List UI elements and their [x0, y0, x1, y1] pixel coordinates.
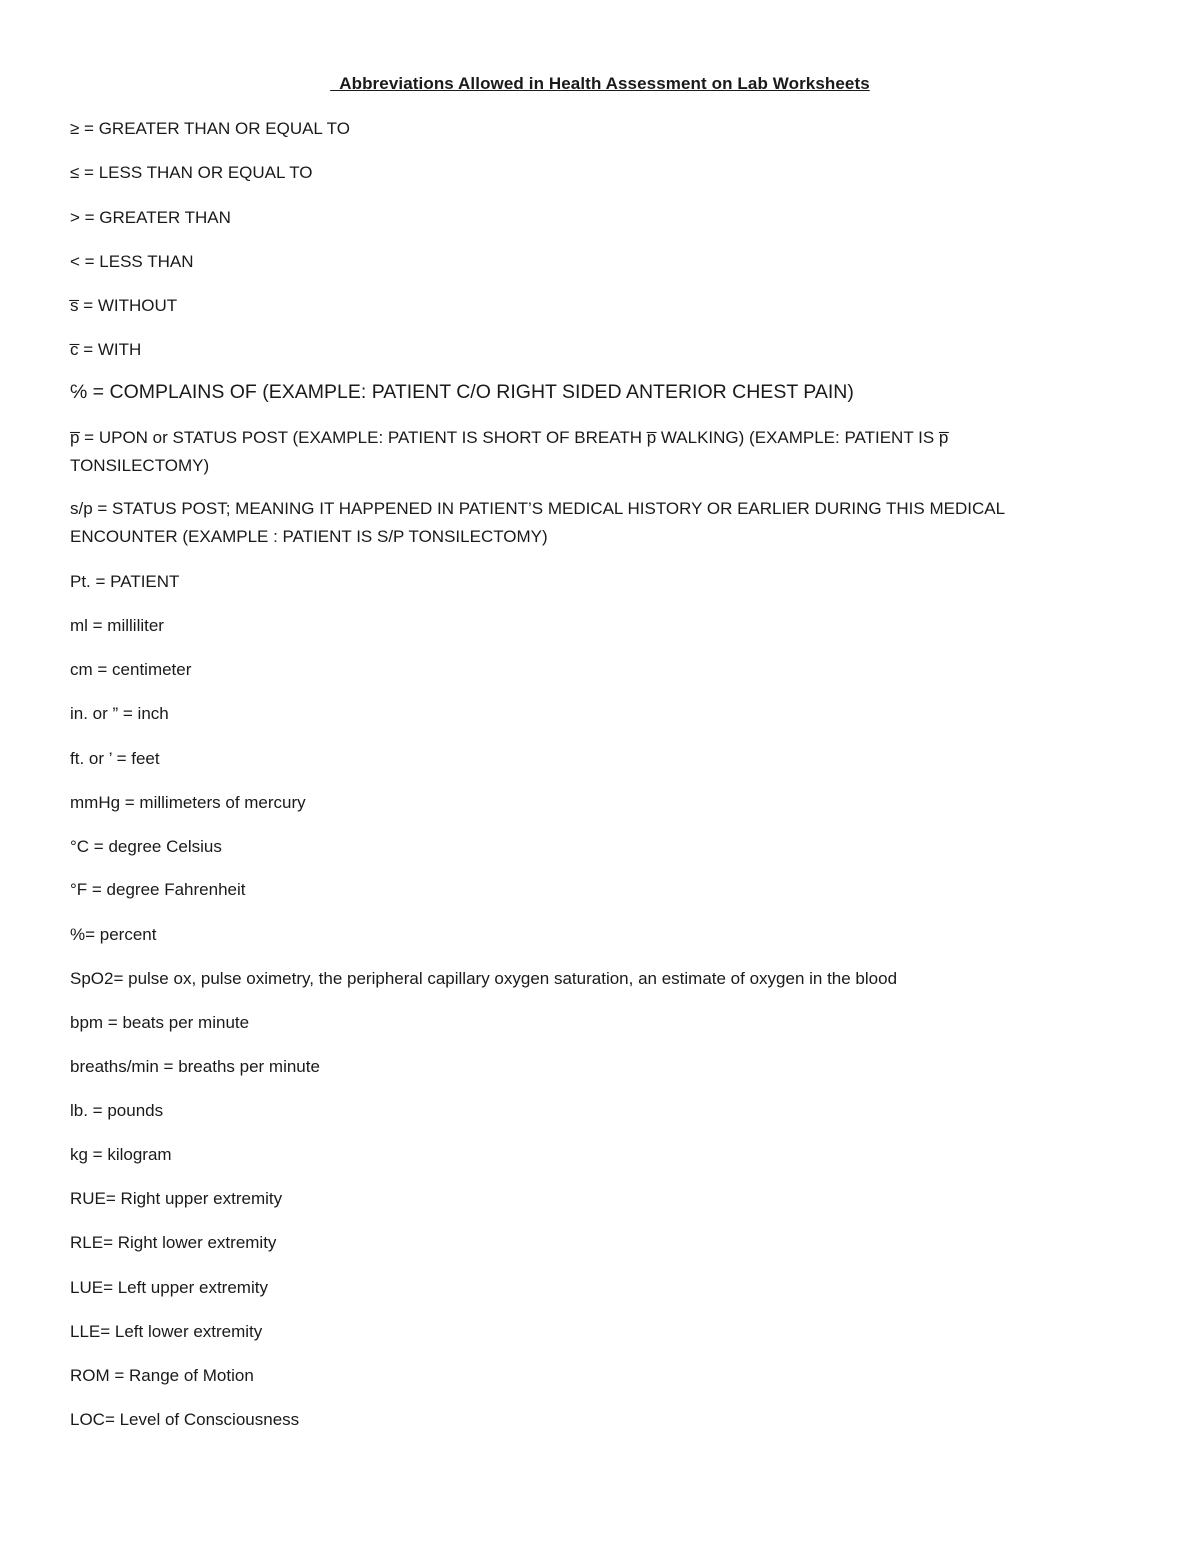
abbrev-without: s̅ = WITHOUT [70, 296, 178, 315]
abbrev-patient: Pt. = PATIENT [70, 572, 180, 591]
abbrev-less-equal: ≤ = LESS THAN OR EQUAL TO [70, 163, 313, 182]
abbrev-spo2: SpO2= pulse ox, pulse oximetry, the peripheral capillary oxygen saturation, an estimate of oxygen in the blood [70, 969, 898, 988]
abbrev-s-p: s/p = STATUS POST; MEANING IT HAPPENED IN PATIENT’S MEDICAL HISTORY OR EARLIER DURING THIS MEDICAL ENCOUNTER (EXAMPLE : PATIENT IS S/P TONSILECTOMY) [70, 499, 1005, 546]
abbrev-lle: LLE= Left lower extremity [70, 1322, 263, 1341]
abbrev-bpm: bpm = beats per minute [70, 1013, 250, 1032]
abbrev-kilogram: kg = kilogram [70, 1145, 172, 1164]
abbrev-upon-status-post: p̅ = UPON or STATUS POST (EXAMPLE: PATIENT IS SHORT OF BREATH p̅ WALKING) (EXAMPLE: PATIENT IS p̅ TONSILECTOMY) [70, 428, 949, 475]
abbrev-greater-than: > = GREATER THAN [70, 208, 231, 227]
abbrev-pounds: lb. = pounds [70, 1101, 164, 1120]
abbrev-with: c̅ = WITH [70, 340, 142, 359]
abbrev-greater-equal: ≥ = GREATER THAN OR EQUAL TO [70, 119, 350, 138]
abbrev-feet: ft. or ’ = feet [70, 749, 160, 768]
abbrev-less-than: < = LESS THAN [70, 252, 194, 271]
abbrev-fahrenheit: °F = degree Fahrenheit [70, 880, 246, 899]
abbrev-centimeter: cm = centimeter [70, 660, 192, 679]
abbrev-complains-of: ℅ = COMPLAINS OF (EXAMPLE: PATIENT C/O RIGHT SIDED ANTERIOR CHEST PAIN) [70, 381, 854, 403]
document-title: Abbreviations Allowed in Health Assessment on Lab Worksheets [330, 74, 870, 93]
abbrev-lue: LUE= Left upper extremity [70, 1278, 268, 1297]
abbrev-rue: RUE= Right upper extremity [70, 1189, 283, 1208]
abbrev-percent: %= percent [70, 925, 157, 944]
abbrev-milliliter: ml = milliliter [70, 616, 164, 635]
abbrev-rle: RLE= Right lower extremity [70, 1233, 277, 1252]
abbrev-celsius: °C = degree Celsius [70, 837, 222, 856]
abbrev-mmhg: mmHg = millimeters of mercury [70, 793, 306, 812]
abbrev-breaths-min: breaths/min = breaths per minute [70, 1057, 320, 1076]
abbrev-loc: LOC= Level of Consciousness [70, 1410, 300, 1429]
abbrev-inch: in. or ” = inch [70, 704, 169, 723]
abbrev-rom: ROM = Range of Motion [70, 1366, 254, 1385]
